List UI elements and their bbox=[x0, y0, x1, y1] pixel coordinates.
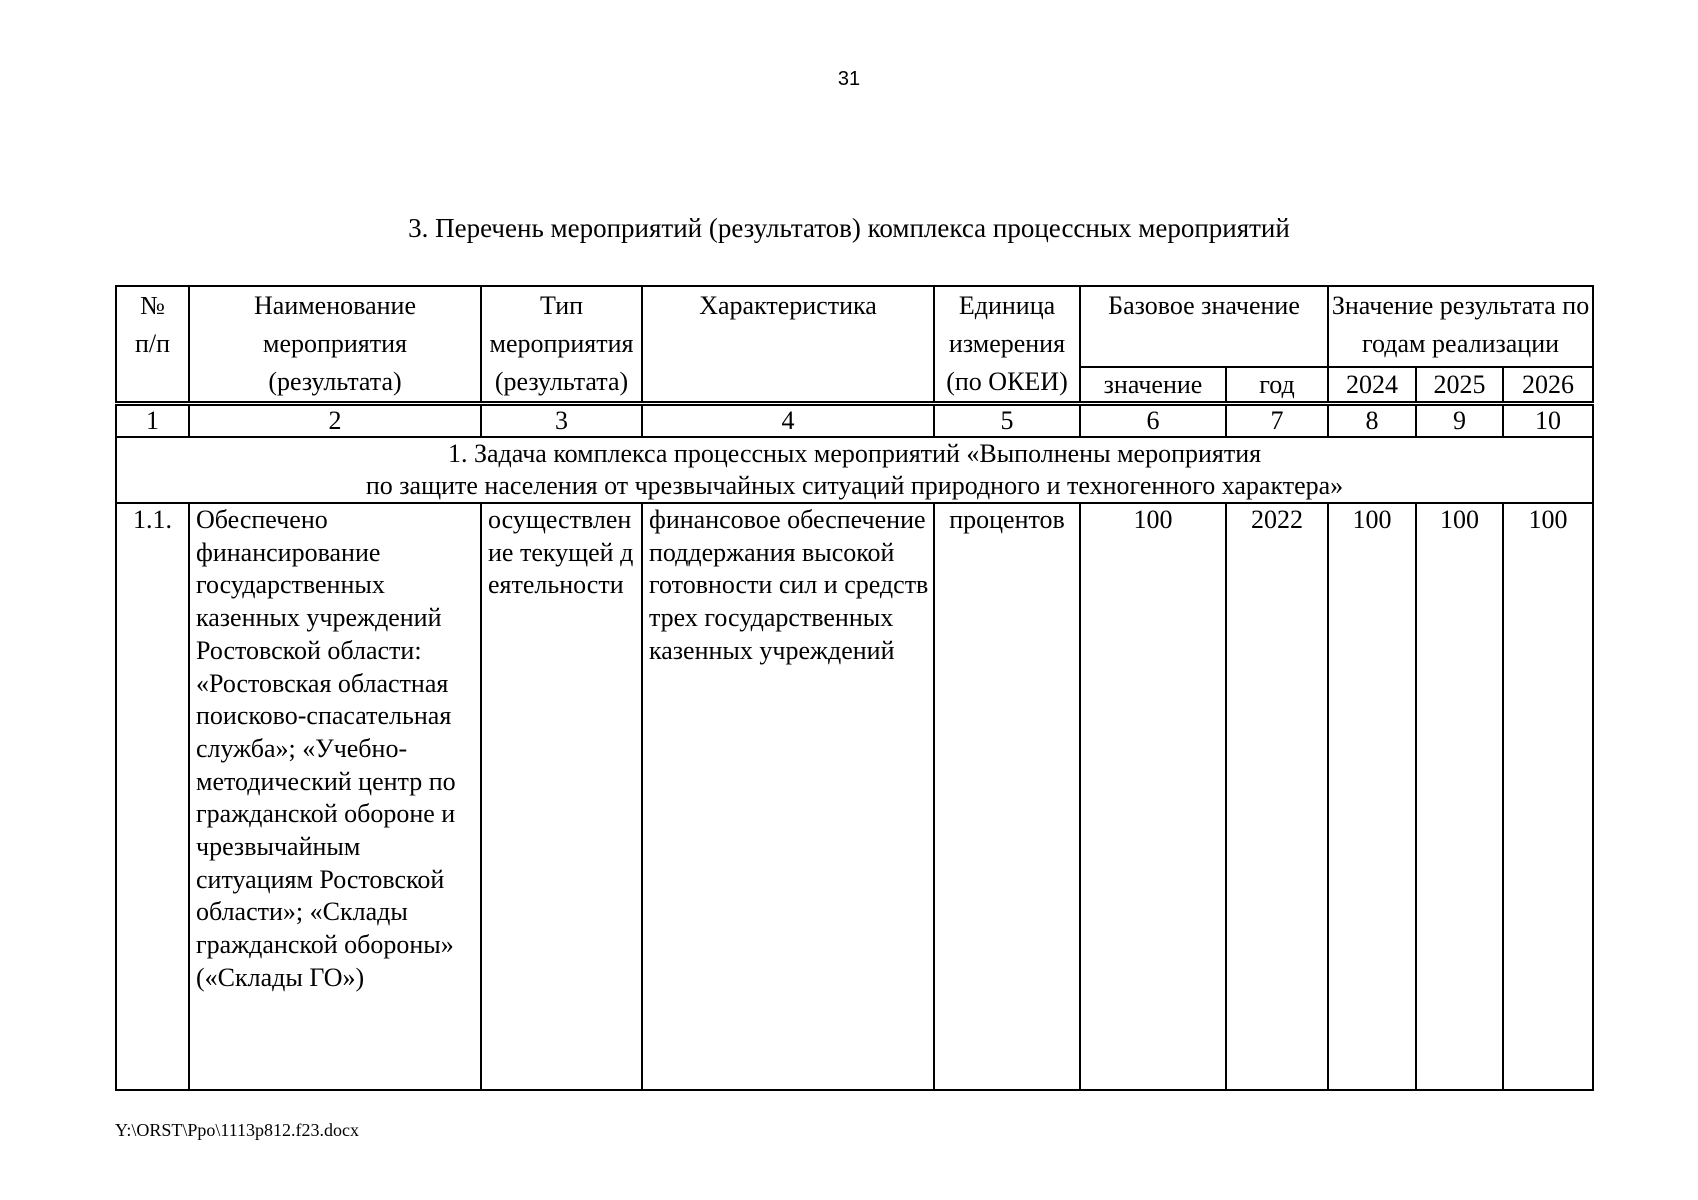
row-characteristic: финансовое обеспечение поддержания высокой готовности сил и средств трех государственных казенных учреждений bbox=[642, 503, 934, 1090]
row-value-2025: 100 bbox=[1416, 503, 1503, 1090]
subheader-base-value: значение bbox=[1080, 367, 1226, 404]
row-base-year: 2022 bbox=[1226, 503, 1328, 1090]
row-number: 1.1. bbox=[116, 503, 189, 1090]
subheader-base-year: год bbox=[1226, 367, 1328, 404]
column-number: 7 bbox=[1226, 404, 1328, 438]
header-type bbox=[481, 286, 642, 404]
document-title: 3. Перечень мероприятий (результатов) комплекса процессных мероприятий bbox=[408, 213, 1290, 243]
row-type: осуществление текущей деятельности bbox=[481, 503, 642, 1090]
task-row bbox=[116, 437, 1593, 503]
measures-table bbox=[115, 285, 1594, 1091]
task-heading bbox=[116, 437, 1593, 503]
column-number: 4 bbox=[642, 404, 934, 438]
column-number: 10 bbox=[1503, 404, 1593, 438]
row-name: Обеспечено финансирование государственных казенных учреждений Ростовской области: «Ростовская областная поисково-спасательная служба»; «Учебно-методический центр по гражданской обороне и чрезвычайным ситуациям Ростовской области»; «Склады гражданской обороны» («Склады ГО») bbox=[189, 503, 481, 1090]
column-number: 2 bbox=[189, 404, 481, 438]
column-number: 5 bbox=[934, 404, 1080, 438]
header-base-value-group-label: Базовое значение bbox=[1108, 291, 1300, 320]
header-result-group-label: Значение результата по годам реализации bbox=[1331, 291, 1590, 358]
header-name-label: Наименование мероприятия (результата) bbox=[254, 291, 416, 396]
row-value-2024: 100 bbox=[1328, 503, 1416, 1090]
header-characteristic bbox=[642, 286, 934, 404]
header-unit-label: Единица измерения (по ОКЕИ) bbox=[946, 291, 1068, 396]
task-heading-line-1: 1. Задача комплекса процессных мероприятий «Выполнены мероприятия bbox=[447, 439, 1262, 468]
column-number: 1 bbox=[116, 404, 189, 438]
header-type-label: Тип мероприятия (результата) bbox=[489, 291, 634, 396]
column-number: 9 bbox=[1416, 404, 1503, 438]
subheader-year-2025: 2025 bbox=[1416, 367, 1503, 404]
header-base-value-group bbox=[1080, 286, 1328, 367]
header-number-label: № п/п bbox=[134, 291, 171, 358]
column-numbers-row bbox=[116, 404, 1593, 438]
header-result-group bbox=[1328, 286, 1593, 367]
column-number: 3 bbox=[481, 404, 642, 438]
page-number: 31 bbox=[837, 68, 861, 90]
header-row bbox=[116, 286, 1593, 367]
subheader-year-2026: 2026 bbox=[1503, 367, 1593, 404]
row-base-value: 100 bbox=[1080, 503, 1226, 1090]
header-characteristic-label: Характеристика bbox=[699, 291, 877, 320]
task-heading-line-2: по защите населения от чрезвычайных ситуаций природного и техногенного характера» bbox=[365, 471, 1344, 500]
row-unit: процентов bbox=[934, 503, 1080, 1090]
subheader-year-2024: 2024 bbox=[1328, 367, 1416, 404]
table-row bbox=[116, 503, 1593, 1090]
row-value-2026: 100 bbox=[1503, 503, 1593, 1090]
column-number: 6 bbox=[1080, 404, 1226, 438]
header-number bbox=[116, 286, 189, 404]
header-name bbox=[189, 286, 481, 404]
header-unit bbox=[934, 286, 1080, 404]
file-path-footer: Y:\ORST\Ppo\1113p812.f23.docx bbox=[115, 1120, 360, 1140]
column-number: 8 bbox=[1328, 404, 1416, 438]
